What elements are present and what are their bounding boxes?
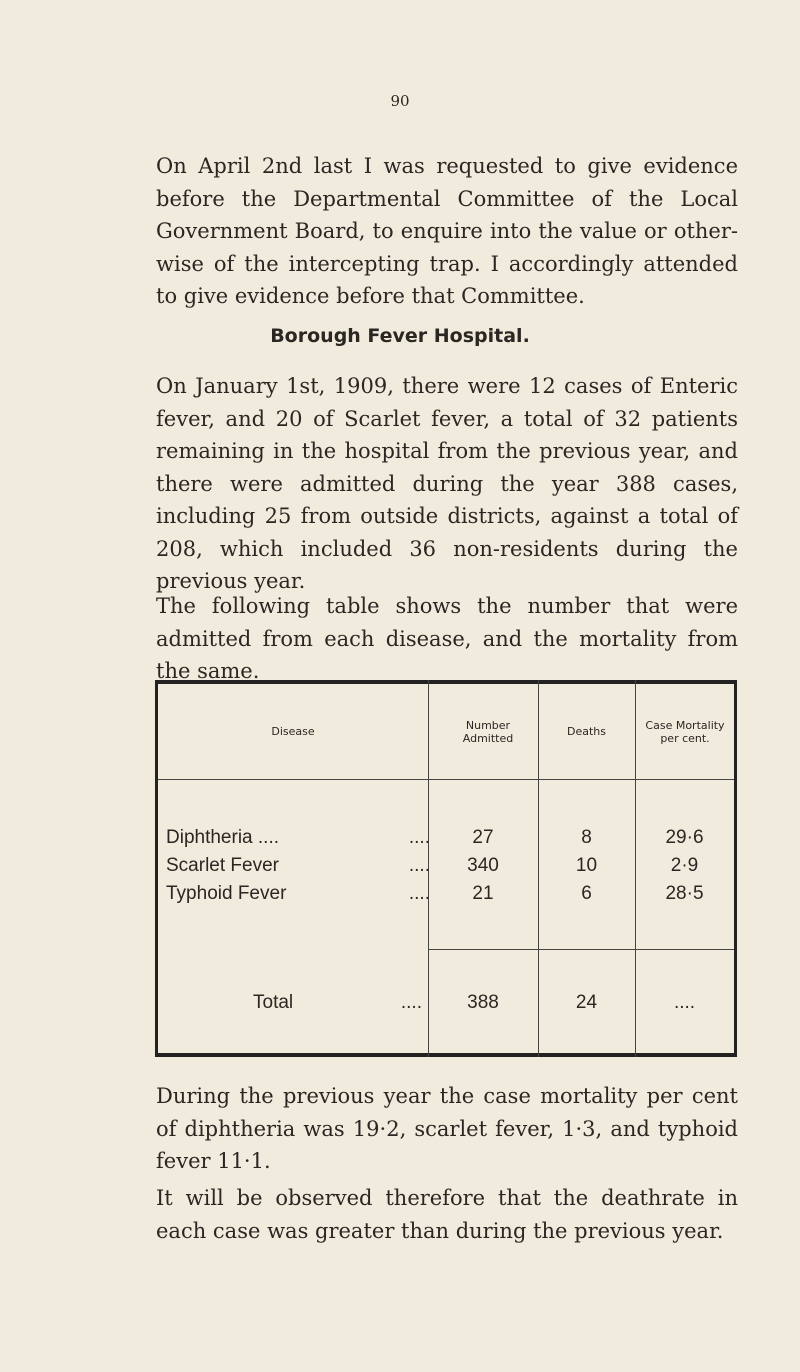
mortality-value: 2·9: [670, 855, 699, 876]
leader-dots: ....: [400, 992, 422, 1013]
disease-name: Scarlet Fever: [166, 855, 279, 876]
admitted-value: 27: [472, 827, 494, 848]
paragraph-5: It will be observed therefore that the deathrate in each case was greater than during the previous year.: [156, 1186, 738, 1243]
header-rule: [158, 779, 734, 780]
header-deaths: Deaths: [567, 725, 606, 738]
paragraph-1: On April 2nd last I was requested to give evidence before the Departmental Committee of the Local Government Board, to enquire into the value or other- wise of the intercepting trap. I accordingly attended to give evidence before that Committee.: [156, 154, 738, 308]
deaths-value: 6: [581, 883, 592, 904]
paragraph-4: During the previous year the case mortality per cent of diphtheria was 19·2, scarlet fever, 1·3, and typhoid fever 11·1.: [156, 1084, 738, 1173]
deaths-value: 10: [575, 855, 598, 876]
header-admitted: Number Admitted: [462, 718, 514, 745]
page-number: 90: [390, 92, 410, 110]
total-label: Total: [253, 992, 294, 1013]
total-admitted: 388: [467, 992, 499, 1013]
total-mortality: ....: [673, 992, 696, 1013]
header-disease: Disease: [271, 725, 315, 738]
deaths-value: 8: [581, 827, 592, 848]
paragraph-3: The following table shows the number that were admitted from each disease, and the mortality from the same.: [156, 594, 738, 683]
section-heading: Borough Fever Hospital.: [270, 325, 530, 347]
paragraph-2: On January 1st, 1909, there were 12 cases of Enteric fever, and 20 of Scarlet fever, a total of 32 patients remaining in the hospital from the previous year, and there were admitted during the year 388 cases, including 25 from outside districts, against a total of 208, which included 36 non-residents during the previous year.: [156, 374, 738, 593]
table-row-disease: [166, 852, 436, 880]
mortality-table: [155, 680, 737, 1057]
admitted-value: 340: [467, 855, 499, 876]
leader-dots: ....: [408, 883, 430, 904]
disease-name: Diphtheria ....: [166, 827, 279, 848]
total-deaths: 24: [575, 992, 598, 1013]
header-mortality: Case Mortality per cent.: [645, 718, 725, 745]
table-row-disease: [166, 824, 436, 852]
disease-name: Typhoid Fever: [166, 883, 287, 904]
leader-dots: ....: [408, 827, 430, 848]
mortality-value: 28·5: [665, 883, 704, 904]
mortality-value: 29·6: [665, 827, 704, 848]
leader-dots: ....: [408, 855, 430, 876]
table-row-disease: [166, 880, 436, 908]
admitted-value: 21: [472, 883, 494, 904]
total-rule: [428, 949, 734, 950]
